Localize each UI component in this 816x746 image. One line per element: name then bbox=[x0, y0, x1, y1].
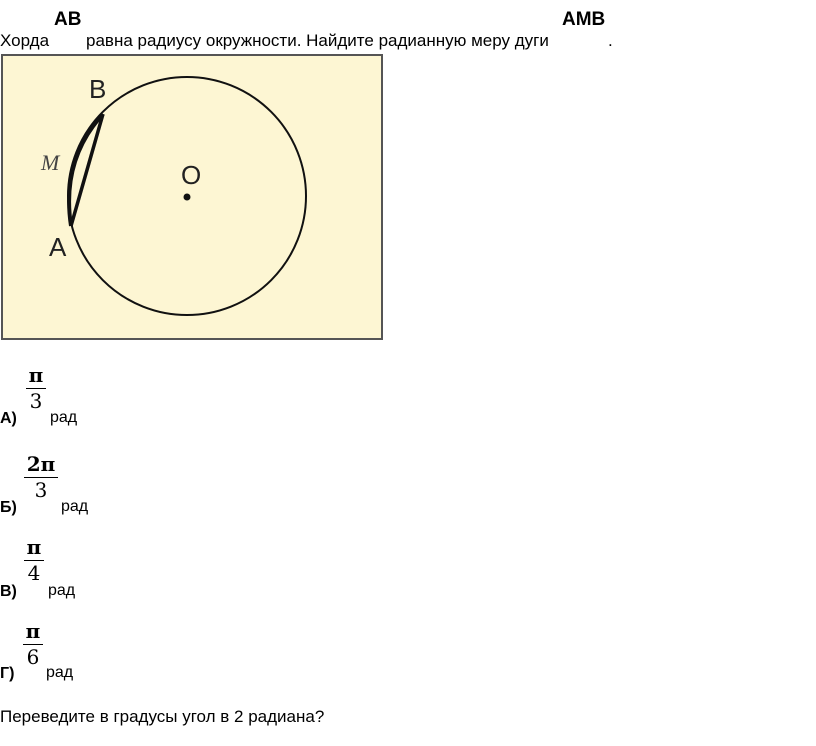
point-m-label: M bbox=[41, 150, 60, 175]
option-a-fraction bbox=[26, 364, 46, 412]
option-c-unit: рад bbox=[48, 582, 76, 599]
arc-label: AMB bbox=[562, 9, 606, 30]
question-middle: равна радиусу окружности. Найдите радианную меру дуги bbox=[86, 31, 549, 50]
center-o-label: O bbox=[181, 160, 202, 190]
option-a-denominator: 3 bbox=[29, 389, 43, 413]
option-b-denominator: 3 bbox=[34, 478, 48, 502]
option-d-letter: Г) bbox=[0, 665, 15, 682]
option-b-numerator: 2π bbox=[26, 452, 56, 476]
option-c-fraction bbox=[24, 536, 44, 584]
option-d-unit: рад bbox=[46, 664, 74, 681]
option-a-unit: рад bbox=[50, 409, 78, 426]
option-d-denominator: 6 bbox=[26, 645, 40, 669]
question-2: Переведите в градусы угол в 2 радиана? bbox=[0, 707, 325, 726]
point-a-label: A bbox=[49, 232, 67, 262]
option-c-numerator: π bbox=[26, 535, 42, 559]
option-b-unit: рад bbox=[61, 498, 89, 515]
chord-label: AB bbox=[54, 9, 82, 30]
option-c-letter: В) bbox=[0, 583, 17, 600]
figure-background bbox=[2, 55, 382, 339]
option-b-fraction bbox=[24, 453, 58, 501]
option-c-denominator: 4 bbox=[27, 561, 41, 585]
point-b-label: B bbox=[89, 74, 107, 104]
option-a-letter: А) bbox=[0, 410, 17, 427]
question-prefix: Хорда bbox=[0, 31, 50, 50]
circle-figure bbox=[1, 54, 383, 340]
center-point bbox=[184, 194, 191, 201]
option-d-fraction bbox=[23, 620, 43, 668]
option-a-numerator: π bbox=[28, 363, 44, 387]
option-b-letter: Б) bbox=[0, 499, 17, 516]
option-d-numerator: π bbox=[25, 619, 41, 643]
question-suffix: . bbox=[608, 31, 613, 50]
